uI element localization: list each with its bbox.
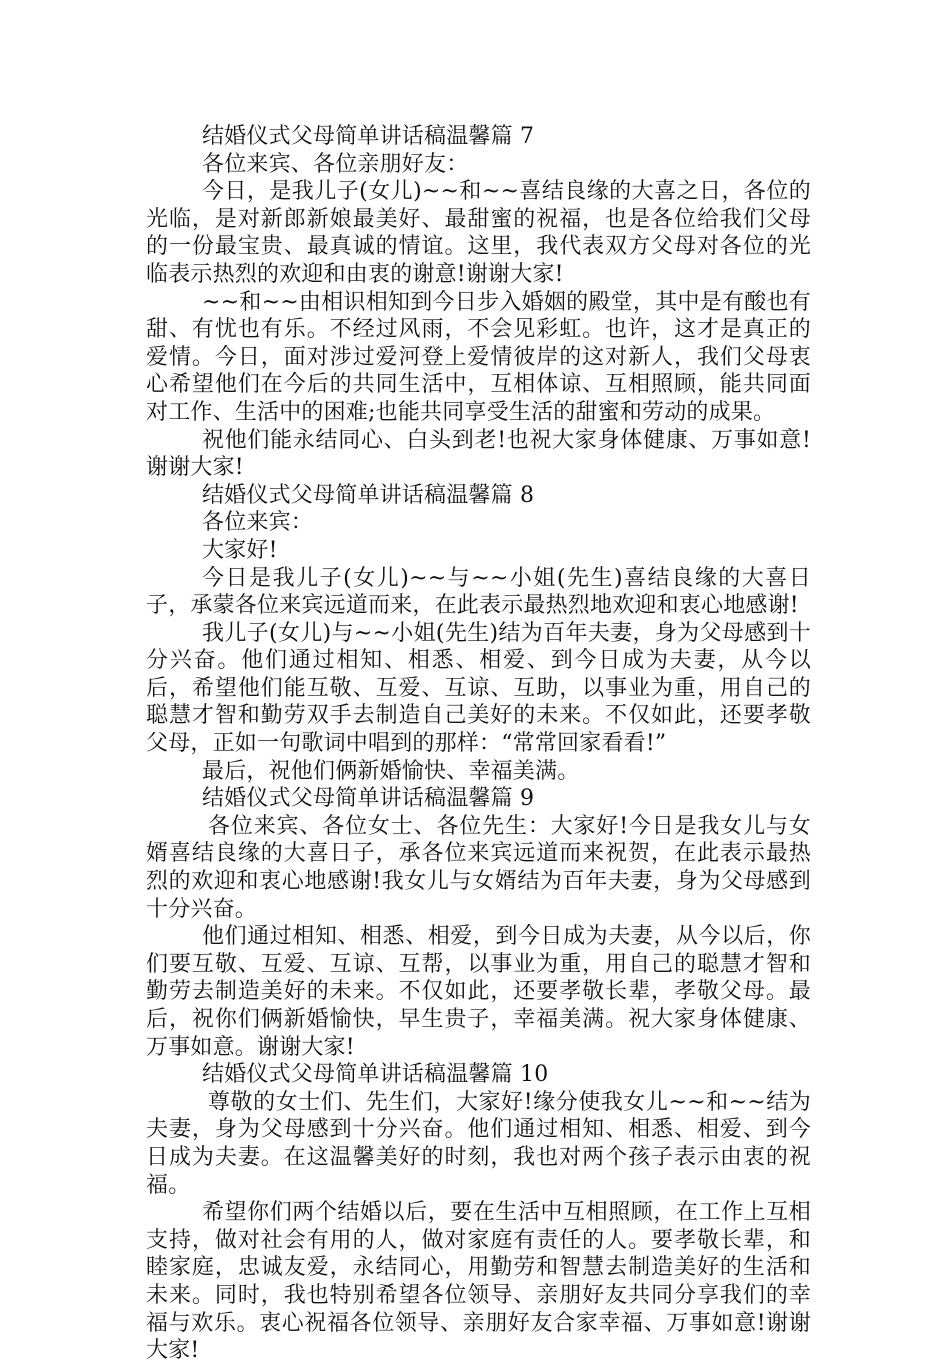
section-heading-7: 结婚仪式父母简单讲话稿温馨篇 7: [202, 124, 535, 149]
salutation-7: 各位来宾、各位亲朋好友：: [202, 151, 469, 177]
greeting: 大家好!: [202, 537, 278, 563]
paragraph: 我儿子(女儿)与~~小姐(先生)结为百年夫妻，身为父母感到十分兴奋。他们通过相知、相悉、相爱、到今日成为夫妻，从今以后，希望他们能互敬、互爱、互谅、互助，以事业为重，用自己的聪慧才智和勤劳双手去制造自己美好的未来。不仅如此，还要孝敬父母，正如一句歌词中唱到的那样：“常常回家看看!”: [146, 620, 811, 757]
paragraph: 祝他们能永结同心、白头到老!也祝大家身体健康、万事如意!谢谢大家!: [146, 427, 811, 481]
paragraph: 今日是我儿子(女儿)~~与~~小姐(先生)喜结良缘的大喜日子，承蒙各位来宾远道而来，在此表示最热烈地欢迎和衷心地感谢!: [146, 565, 811, 619]
section-heading-10: 结婚仪式父母简单讲话稿温馨篇 10: [202, 1062, 549, 1088]
paragraph: 各位来宾、各位女士、各位先生：大家好!今日是我女儿与女婿喜结良缘的大喜日子，承各位来宾远道而来祝贺，在此表示最热烈的欢迎和衷心地感谢!我女儿与女婿结为百年夫妻，身为父母感到十分兴奋。: [146, 813, 811, 922]
salutation-8: 各位来宾：: [202, 510, 314, 536]
paragraph: 希望你们两个结婚以后，要在生活中互相照顾，在工作上互相支持，做对社会有用的人，做对家庭有责任的人。要孝敬长辈，和睦家庭，忠诚友爱，永结同心，用勤劳和智慧去制造美好的生活和未来。同时，我也特别希望各位领导、亲朋好友共同分享我们的幸福与欢乐。衷心祝福各位领导、亲朋好友合家幸福、万事如意!谢谢大家!: [146, 1200, 811, 1364]
section-heading-9: 结婚仪式父母简单讲话稿温馨篇 9: [202, 786, 535, 812]
section-heading-8: 结婚仪式父母简单讲话稿温馨篇 8: [202, 482, 535, 508]
paragraph: 最后，祝他们俩新婚愉快、幸福美满。: [202, 758, 580, 784]
paragraph: 今日，是我儿子(女儿)~~和~~喜结良缘的大喜之日，各位的光临，是对新郎新娘最美好、最甜蜜的祝福，也是各位给我们父母的一份最宝贵、最真诚的情谊。这里，我代表双方父母对各位的光临表示热烈的欢迎和由衷的谢意!谢谢大家!: [146, 179, 811, 287]
document-body: [146, 123, 811, 1365]
paragraph: 他们通过相知、相悉、相爱，到今日成为夫妻，从今以后，你们要互敬、互爱、互谅、互帮，以事业为重，用自己的聪慧才智和勤劳去制造美好的未来。不仅如此，还要孝敬长辈，孝敬父母。最后，祝你们俩新婚愉快，早生贵子，幸福美满。祝大家身体健康、万事如意。谢谢大家!: [146, 924, 811, 1060]
paragraph: ~~和~~由相识相知到今日步入婚姻的殿堂，其中是有酸也有甜、有忧也有乐。不经过风雨，不会见彩虹。也许，这才是真正的爱情。今日，面对涉过爱河登上爱情彼岸的这对新人，我们父母衷心希望他们在今后的共同生活中，互相体谅、互相照顾，能共同面对工作、生活中的困难;也能共同享受生活的甜蜜和劳动的成果。: [146, 289, 811, 425]
paragraph: 尊敬的女士们、先生们，大家好!缘分使我女儿~~和~~结为夫妻，身为父母感到十分兴奋。他们通过相知、相悉、相爱、到今日成为夫妻。在这温馨美好的时刻，我也对两个孩子表示由衷的祝福。: [146, 1089, 811, 1198]
